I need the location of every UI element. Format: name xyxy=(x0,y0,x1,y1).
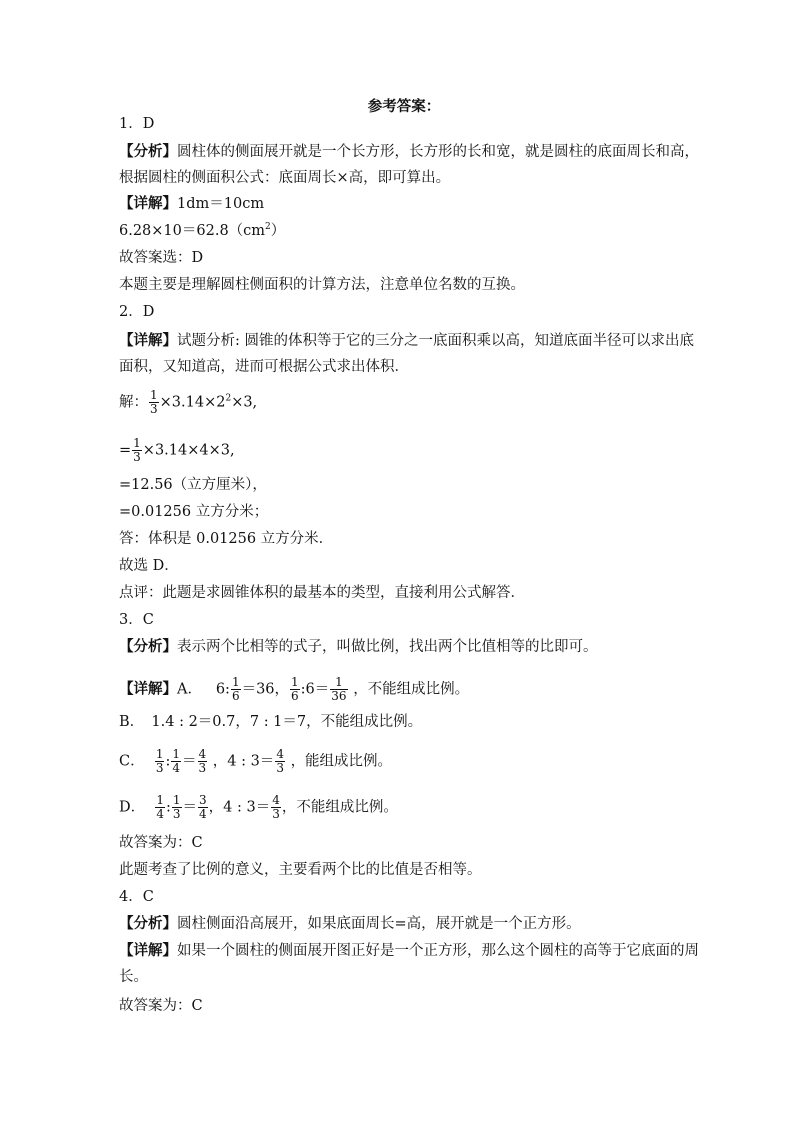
q1-calc-sup: 2 xyxy=(265,222,271,233)
detail-tag: 【详解】 xyxy=(119,195,177,212)
frac-den: 3 xyxy=(155,761,164,775)
q1-detail-text: 1dm＝10cm xyxy=(177,196,265,212)
frac-num: 4 xyxy=(276,747,284,761)
frac-num: 3 xyxy=(199,793,207,807)
q3-option-b: B． 1.4 : 2＝0.7，7 : 1＝7，不能组成比例。 xyxy=(119,714,423,730)
frac-den: 36 xyxy=(331,689,347,703)
frac-den: 3 xyxy=(276,761,284,775)
expr-text: :6＝ xyxy=(300,681,330,698)
q2-sol-rest2: ×3.14×4×3, xyxy=(142,442,235,459)
q2-sol-rest1: ×3.14×2 xyxy=(159,394,226,411)
frac-den: 3 xyxy=(150,402,158,416)
q2-step4: =0.01256 立方分米； xyxy=(119,504,269,520)
q2-reply: 答：体积是 0.01256 立方分米． xyxy=(119,531,334,547)
expr-text: ，能组成比例。 xyxy=(290,753,393,770)
q4-detail-line1: 如果一个圆柱的侧面展开图正好是一个正方形，那么这个圆柱的高等于它底面的周 xyxy=(177,943,699,959)
analysis-tag: 【分析】 xyxy=(119,638,177,655)
frac-den: 6 xyxy=(291,689,299,703)
q2-detail-line2: 面积，又知道高，进而可根据公式求出体积． xyxy=(119,359,409,375)
frac-den: 3 xyxy=(133,450,141,464)
q3-analysis-text: 表示两个比相等的式子，叫做比例，找出两个比值相等的比即可。 xyxy=(177,639,598,655)
fraction xyxy=(132,437,142,464)
frac-num: 1 xyxy=(156,793,164,807)
fraction xyxy=(330,676,347,703)
q4-analysis-text: 圆柱侧面沿高展开，如果底面周长=高，展开就是一个正方形。 xyxy=(177,916,581,932)
frac-num: 4 xyxy=(272,793,280,807)
q2-eq-prefix: = xyxy=(119,442,132,459)
option-label: C． xyxy=(119,753,145,770)
q1-detail xyxy=(119,194,264,214)
q1-heading: 1．D xyxy=(119,116,155,132)
fraction xyxy=(271,794,281,821)
q2-sol-rest1b: ×3, xyxy=(231,394,258,411)
q2-solution-line1 xyxy=(119,389,257,416)
expr-text: 6: xyxy=(215,681,230,698)
expr-text: ，4 : 3＝ xyxy=(208,799,271,816)
q3-option-a xyxy=(119,676,469,703)
fraction xyxy=(198,748,208,775)
q2-choice: 故选 D． xyxy=(119,558,179,574)
fraction xyxy=(198,794,208,821)
frac-num: 1 xyxy=(291,675,299,689)
expr-text: : xyxy=(165,753,171,770)
q3-option-c xyxy=(119,748,392,775)
q2-heading: 2．D xyxy=(119,304,155,320)
q2-comment: 点评：此题是求圆锥体积的最基本的类型，直接利用公式解答． xyxy=(119,585,525,601)
q3-answer: 故答案为：C xyxy=(119,835,203,851)
expr-text: ＝ xyxy=(182,799,198,816)
expr-text: ，4 : 3＝ xyxy=(212,753,275,770)
q1-analysis xyxy=(119,142,699,162)
frac-den: 4 xyxy=(156,807,164,821)
q4-heading: 4．C xyxy=(119,889,154,905)
frac-den: 3 xyxy=(272,807,280,821)
fraction xyxy=(155,794,165,821)
q1-calc-end: ） xyxy=(270,223,286,239)
q4-detail xyxy=(119,941,699,961)
expr-text: ，不能组成比例。 xyxy=(281,799,398,816)
q3-option-d xyxy=(119,794,398,821)
analysis-tag: 【分析】 xyxy=(119,143,177,160)
q3-analysis xyxy=(119,637,598,657)
frac-num: 1 xyxy=(231,675,240,689)
q2-sol-sup: 2 xyxy=(225,393,232,404)
frac-num: 1 xyxy=(133,436,141,450)
frac-num: 4 xyxy=(198,747,207,761)
expr-text: ＝ xyxy=(182,753,197,770)
q2-solution-line2 xyxy=(119,437,235,464)
expr-text: : xyxy=(166,799,171,816)
q2-sol-prefix: 解： xyxy=(119,394,148,411)
expr-text: ，不能组成比例。 xyxy=(353,681,470,698)
detail-tag: 【详解】 xyxy=(119,332,177,349)
frac-den: 6 xyxy=(231,689,240,703)
analysis-tag: 【分析】 xyxy=(119,915,177,932)
frac-num: 1 xyxy=(172,747,180,761)
frac-den: 3 xyxy=(198,761,207,775)
frac-num: 1 xyxy=(150,388,158,402)
frac-num: 1 xyxy=(155,747,164,761)
q3-heading: 3．C xyxy=(119,612,154,628)
detail-tag: 【详解】 xyxy=(119,942,177,959)
q2-detail-line1: 试题分析: 圆锥的体积等于它的三分之一底面积乘以高，知道底面半径可以求出底 xyxy=(177,333,694,349)
fraction xyxy=(275,748,285,775)
q4-answer: 故答案为：C xyxy=(119,998,203,1014)
fraction xyxy=(149,389,159,416)
q4-analysis xyxy=(119,914,581,934)
frac-den: 3 xyxy=(172,807,181,821)
detail-tag: 【详解】 xyxy=(119,680,177,698)
fraction xyxy=(290,676,300,703)
q1-calc xyxy=(119,221,285,241)
frac-num: 1 xyxy=(330,676,347,690)
frac-num: 1 xyxy=(172,793,181,807)
fraction xyxy=(172,794,182,821)
option-label: D． xyxy=(119,799,146,816)
q1-answer: 故答案选：D xyxy=(119,250,204,266)
fraction xyxy=(155,748,165,775)
q3-note: 此题考查了比例的意义，主要看两个比的比值是否相等。 xyxy=(119,862,482,878)
q2-step3: =12.56（立方厘米）， xyxy=(119,477,267,493)
q1-analysis-line1: 圆柱体的侧面展开就是一个长方形，长方形的长和宽，就是圆柱的底面周长和高， xyxy=(177,144,699,160)
q1-analysis-line2: 根据圆柱的侧面积公式：底面周长×高，即可算出。 xyxy=(119,170,451,186)
q4-detail-line2: 长。 xyxy=(119,969,148,985)
q2-detail xyxy=(119,331,694,351)
frac-den: 4 xyxy=(172,761,180,775)
fraction xyxy=(171,748,181,775)
q1-calc-text: 6.28×10＝62.8（cm xyxy=(119,223,266,239)
q1-note: 本题主要是理解圆柱侧面积的计算方法，注意单位名数的互换。 xyxy=(119,277,525,293)
frac-den: 4 xyxy=(199,807,207,821)
fraction xyxy=(231,676,241,703)
page-title: 参考答案： xyxy=(367,98,441,115)
option-label: A． xyxy=(177,681,202,698)
expr-text: ＝36， xyxy=(241,681,290,698)
